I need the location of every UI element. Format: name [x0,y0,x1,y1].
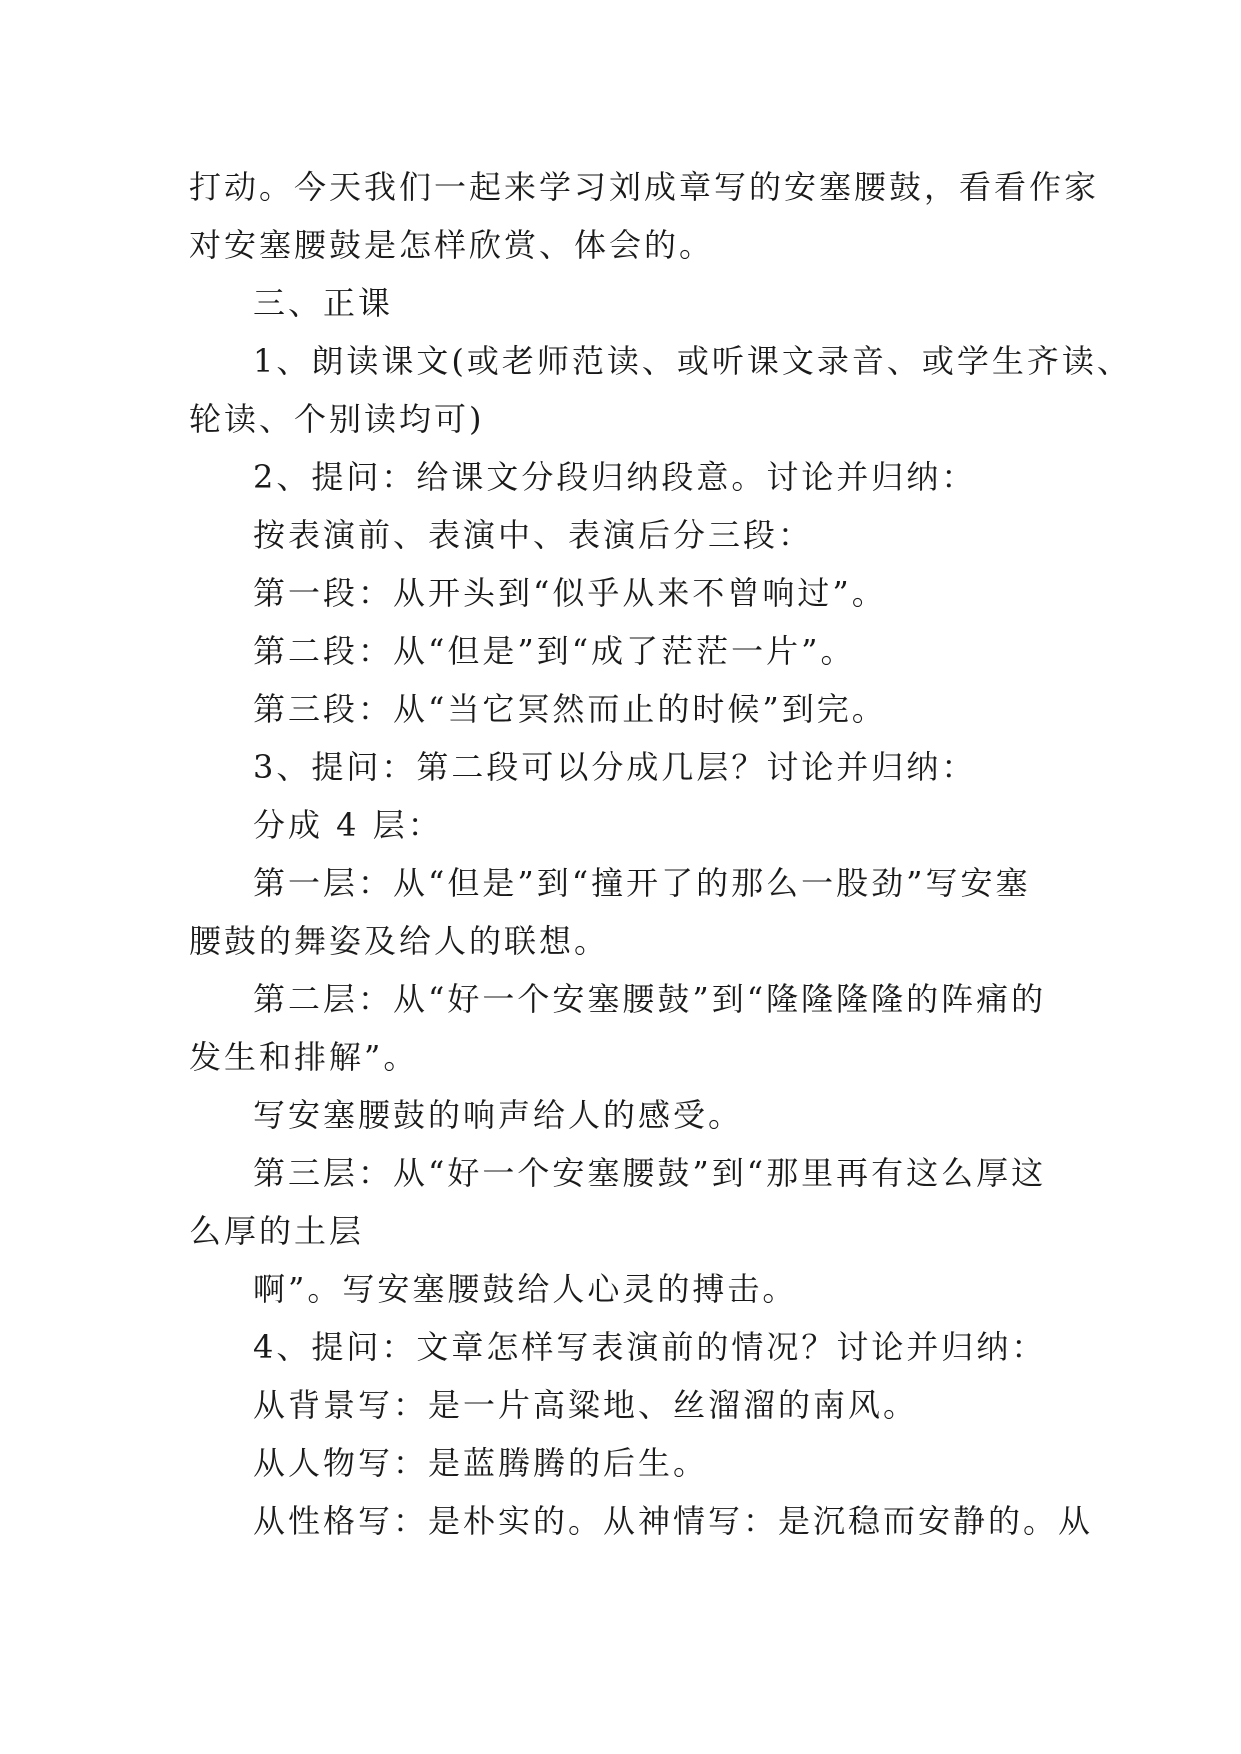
text-line: 第三段：从“当它冥然而止的时候”到完。 [253,690,887,728]
text-line: 从人物写：是蓝腾腾的后生。 [253,1444,709,1482]
text-line: 按表演前、表演中、表演后分三段： [253,516,814,554]
section-heading: 三、正课 [253,284,394,322]
document-body [189,158,1132,1550]
text-line: 啊”。写安塞腰鼓给人心灵的搏击。 [253,1270,798,1308]
text-line: 打动。今天我们一起来学习刘成章写的安塞腰鼓，看看作家 [189,168,1100,206]
text-line: 1、朗读课文(或老师范读、或听课文录音、或学生齐读、 [253,342,1132,380]
text-line: 写安塞腰鼓的响声给人的感受。 [253,1096,744,1134]
text-line: 发生和排解”。 [189,1038,419,1076]
text-line: 对安塞腰鼓是怎样欣赏、体会的。 [189,226,715,264]
text-line: 从性格写：是朴实的。从神情写：是沉稳而安静的。从 [253,1502,1094,1540]
text-line: 第二段：从“但是”到“成了茫茫一片”。 [253,632,856,670]
text-line: 2、提问：给课文分段归纳段意。讨论并归纳： [253,458,977,496]
text-line: 第一段：从开头到“似乎从来不曾响过”。 [253,574,887,612]
text-line: 腰鼓的舞姿及给人的联想。 [189,922,610,960]
text-line: 4、提问：文章怎样写表演前的情况？讨论并归纳： [253,1328,1047,1366]
text-line: 第三层：从“好一个安塞腰鼓”到“那里再有这么厚这 [253,1154,1047,1192]
text-line: 从背景写：是一片高粱地、丝溜溜的南风。 [253,1386,919,1424]
text-line: 轮读、个别读均可) [189,400,485,438]
text-line: 么厚的土层 [189,1212,365,1250]
text-line: 分成 4 层： [253,806,443,844]
text-line: 3、提问：第二段可以分成几层？讨论并归纳： [253,748,977,786]
text-line: 第一层：从“但是”到“撞开了的那么一股劲”写安塞 [253,864,1031,902]
text-line: 第二层：从“好一个安塞腰鼓”到“隆隆隆隆的阵痛的 [253,980,1047,1018]
